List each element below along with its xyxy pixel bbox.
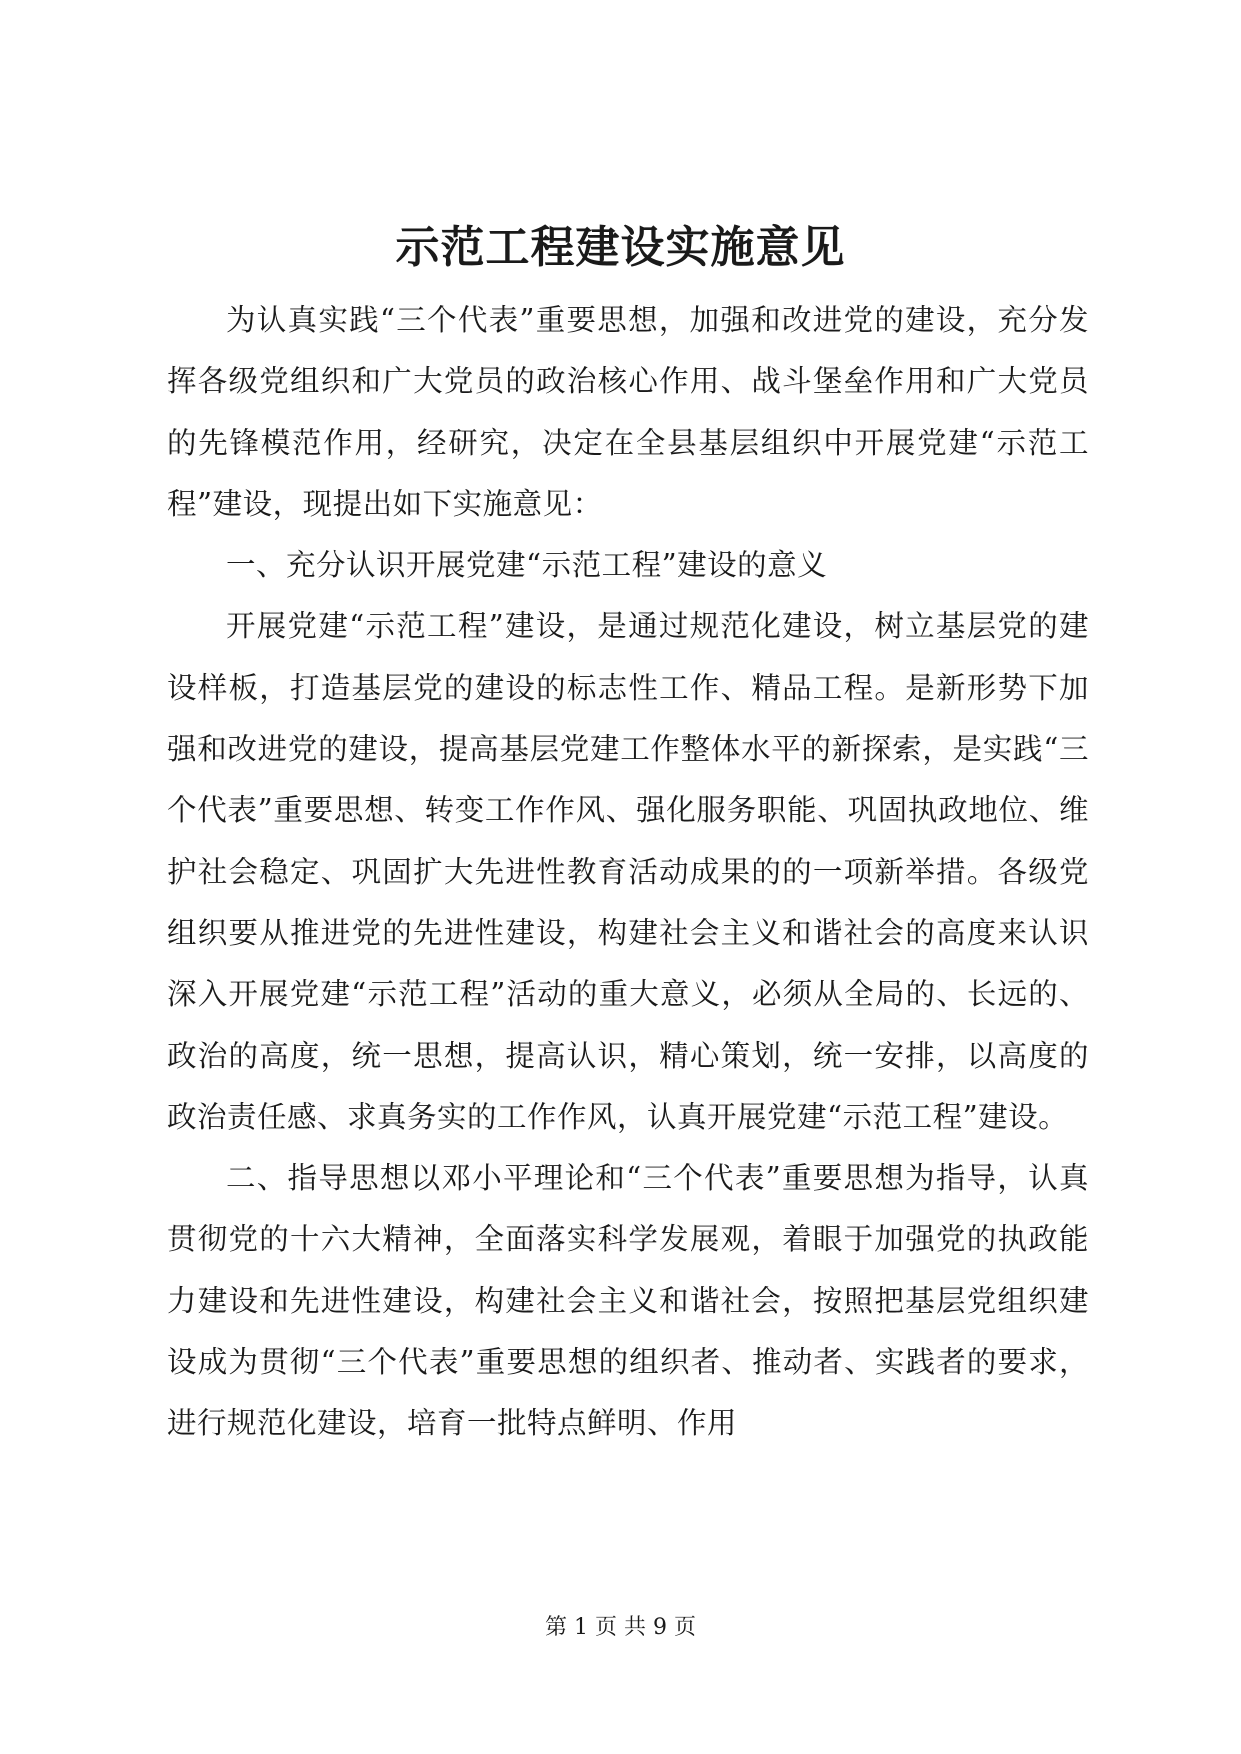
page-number-footer: 第 1 页 共 9 页 (545, 1615, 696, 1640)
section-heading-1: 一、充分认识开展党建“示范工程”建设的意义 (226, 548, 828, 583)
document-title: 示范工程建设实施意见 (395, 222, 846, 273)
paragraph-intro: 为认真实践“三个代表”重要思想，加强和改进党的建设，充分发挥各级党组织和广大党员的政治核心作用、战斗堡垒作用和广大党员的先锋模范作用，经研究，决定在全县基层组织中开展党建“示范工程”建设，现提出如下实施意见： (167, 303, 1089, 521)
document-body (167, 290, 1089, 1455)
paragraph-guiding-ideology: 二、指导思想以邓小平理论和“三个代表”重要思想为指导，认真贯彻党的十六大精神，全面落实科学发展观，着眼于加强党的执政能力建设和先进性建设，构建社会主义和谐社会，按照把基层党组织建设成为贯彻“三个代表”重要思想的组织者、推动者、实践者的要求，进行规范化建设，培育一批特点鲜明、作用 (167, 1161, 1089, 1441)
paragraph-significance: 开展党建“示范工程”建设，是通过规范化建设，树立基层党的建设样板，打造基层党的建设的标志性工作、精品工程。是新形势下加强和改进党的建设，提高基层党建工作整体水平的新探索，是实践“三个代表”重要思想、转变工作作风、强化服务职能、巩固执政地位、维护社会稳定、巩固扩大先进性教育活动成果的的一项新举措。各级党组织要从推进党的先进性建设，构建社会主义和谐社会的高度来认识深入开展党建“示范工程”活动的重大意义，必须从全局的、长远的、政治的高度，统一思想，提高认识，精心策划，统一安排，以高度的政治责任感、求真务实的工作作风，认真开展党建“示范工程”建设。 (167, 609, 1089, 1134)
